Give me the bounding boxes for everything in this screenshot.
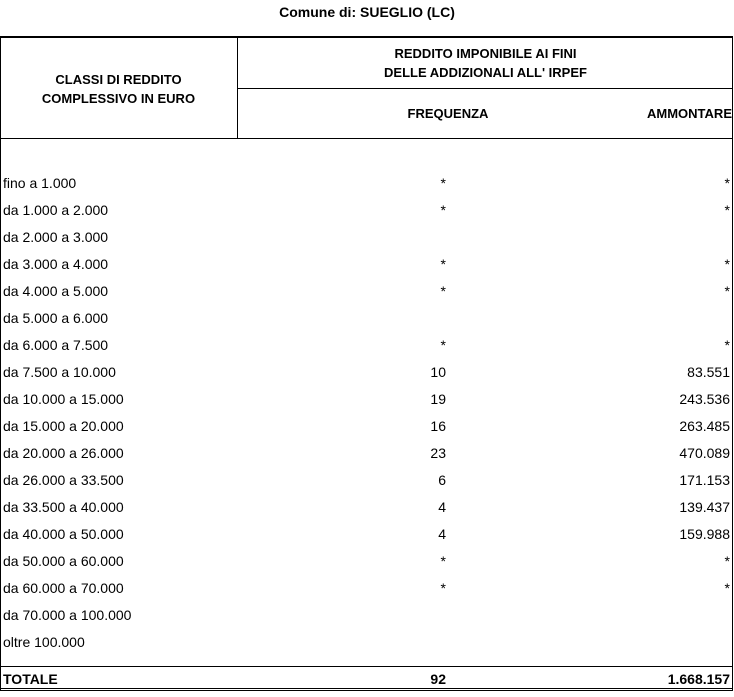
row-ammontare: 263.485 xyxy=(679,418,730,434)
row-ammontare: 159.988 xyxy=(679,526,730,542)
row-classe: fino a 1.000 xyxy=(3,175,77,191)
header-reddito-line-1: REDDITO IMPONIBILE AI FINI xyxy=(394,46,577,61)
row-ammontare: 83.551 xyxy=(687,364,730,380)
header-frequenza: FREQUENZA xyxy=(407,106,489,121)
row-classe: da 20.000 a 26.000 xyxy=(3,445,124,461)
row-ammontare: * xyxy=(724,553,730,569)
total-ammontare: 1.668.157 xyxy=(667,671,730,687)
table-row xyxy=(0,553,733,580)
table-row xyxy=(0,283,733,310)
row-classe: da 70.000 a 100.000 xyxy=(3,607,132,623)
row-classe: da 50.000 a 60.000 xyxy=(3,553,124,569)
table-row xyxy=(0,175,733,202)
table-row xyxy=(0,526,733,553)
row-frequenza: * xyxy=(440,553,446,569)
header-divider-bottom xyxy=(0,138,733,139)
table-row xyxy=(0,472,733,499)
row-ammontare: 243.536 xyxy=(679,391,730,407)
header-ammontare: AMMONTARE xyxy=(647,106,732,121)
row-classe: da 40.000 a 50.000 xyxy=(3,526,124,542)
row-classe: da 4.000 a 5.000 xyxy=(3,283,109,299)
total-divider-bottom xyxy=(0,688,733,689)
table-row xyxy=(0,607,733,634)
row-ammontare: 139.437 xyxy=(679,499,730,515)
row-classe: da 7.500 a 10.000 xyxy=(3,364,116,380)
table-row xyxy=(0,256,733,283)
row-frequenza: 19 xyxy=(430,391,446,407)
row-classe: da 10.000 a 15.000 xyxy=(3,391,124,407)
header-reddito-imponibile xyxy=(238,44,733,82)
row-frequenza: * xyxy=(440,175,446,191)
row-classe: da 60.000 a 70.000 xyxy=(3,580,124,596)
page-title: Comune di: SUEGLIO (LC) xyxy=(279,4,455,20)
table-row xyxy=(0,337,733,364)
row-frequenza: 4 xyxy=(438,499,446,515)
row-classe: da 6.000 a 7.500 xyxy=(3,337,109,353)
row-frequenza: * xyxy=(440,202,446,218)
row-frequenza: 16 xyxy=(430,418,446,434)
header-classi-line-2: COMPLESSIVO IN EURO xyxy=(41,91,196,106)
row-frequenza: 6 xyxy=(438,472,446,488)
row-frequenza: * xyxy=(440,283,446,299)
row-ammontare: * xyxy=(724,202,730,218)
header-reddito-line-2: DELLE ADDIZIONALI ALL' IRPEF xyxy=(384,65,587,80)
row-classe: da 5.000 a 6.000 xyxy=(3,310,109,326)
row-classe: oltre 100.000 xyxy=(3,634,85,650)
row-ammontare: * xyxy=(724,337,730,353)
total-frequenza: 92 xyxy=(430,671,446,687)
row-frequenza: * xyxy=(440,580,446,596)
row-frequenza: 23 xyxy=(430,445,446,461)
row-ammontare: * xyxy=(724,283,730,299)
table-row xyxy=(0,445,733,472)
table-row xyxy=(0,202,733,229)
row-frequenza: * xyxy=(440,337,446,353)
row-frequenza: 10 xyxy=(430,364,446,380)
table-row xyxy=(0,310,733,337)
table-row xyxy=(0,229,733,256)
header-divider-middle xyxy=(237,88,733,89)
table-row xyxy=(0,364,733,391)
row-classe: da 3.000 a 4.000 xyxy=(3,256,109,272)
total-label: TOTALE xyxy=(3,671,58,687)
row-frequenza: 4 xyxy=(438,526,446,542)
row-classe: da 2.000 a 3.000 xyxy=(3,229,109,245)
table-row xyxy=(0,580,733,607)
total-divider-top xyxy=(0,666,733,667)
row-classe: da 26.000 a 33.500 xyxy=(3,472,124,488)
row-frequenza: * xyxy=(440,256,446,272)
row-ammontare: 470.089 xyxy=(679,445,730,461)
table-row xyxy=(0,499,733,526)
row-ammontare: 171.153 xyxy=(679,472,730,488)
table-row xyxy=(0,391,733,418)
table-row xyxy=(0,634,733,661)
header-classi-reddito xyxy=(0,70,237,108)
row-ammontare: * xyxy=(724,580,730,596)
row-classe: da 1.000 a 2.000 xyxy=(3,202,109,218)
row-classe: da 33.500 a 40.000 xyxy=(3,499,124,515)
row-ammontare: * xyxy=(724,256,730,272)
table-row xyxy=(0,418,733,445)
row-classe: da 15.000 a 20.000 xyxy=(3,418,124,434)
header-classi-line-1: CLASSI DI REDDITO xyxy=(55,72,182,87)
row-ammontare: * xyxy=(724,175,730,191)
